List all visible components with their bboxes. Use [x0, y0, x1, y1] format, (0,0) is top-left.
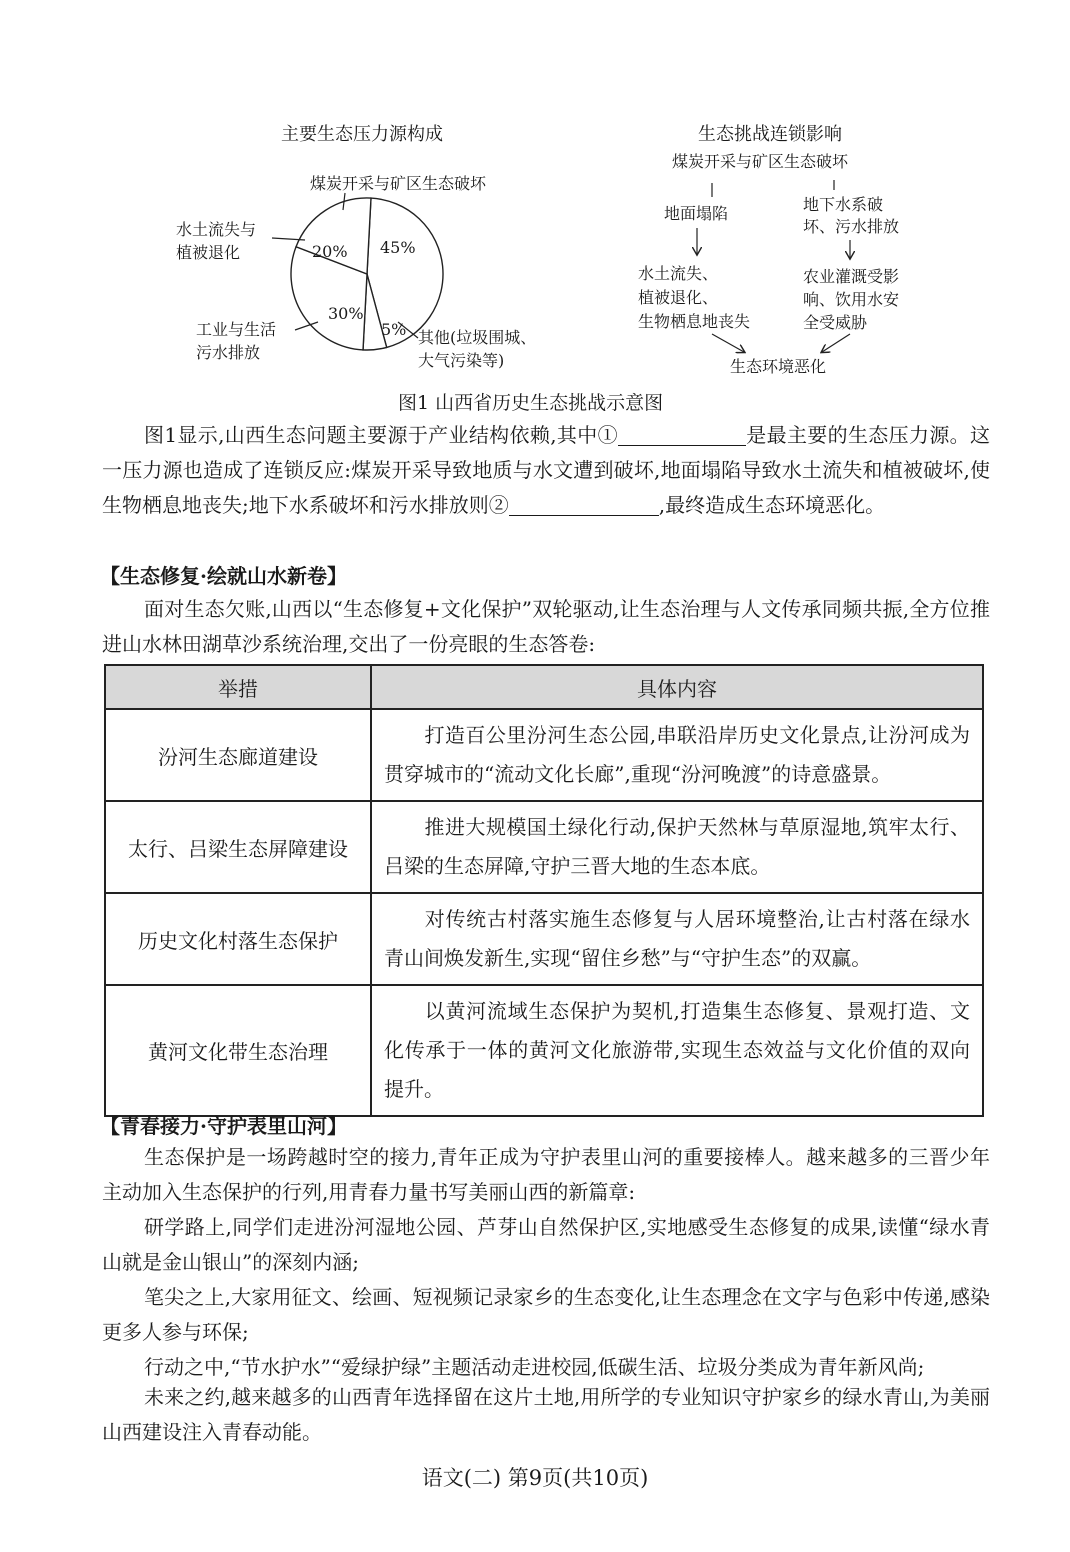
section-intro-restoration: 面对生态欠账,山西以“生态修复+文化保护”双轮驱动,让生态治理与人文传承同频共振,全方位推进山水林田湖草沙系统治理,交出了一份亮眼的生态答卷: [102, 597, 990, 656]
table-header-content: 具体内容 [371, 665, 983, 709]
pie-chart-title: 主要生态压力源构成 [281, 124, 443, 145]
pie-label-soil-1: 水土流失与 [176, 220, 257, 239]
section-heading-youth: 【青春接力·守护表里山河】 [100, 1114, 347, 1138]
youth-paragraph: 行动之中,“节水护水”“爱绿护绿”主题活动走进校园,低碳生活、垃圾分类成为青年新风尚; [144, 1355, 925, 1379]
para1-part-a: 图1显示,山西生态问题主要源于产业结构依赖,其中① [144, 423, 618, 447]
flow-node-groundwater-line1: 地下水系破 [803, 195, 884, 214]
para1-part-c: ,最终造成生态环境恶化。 [658, 493, 886, 517]
table-cell-measure: 太行、吕梁生态屏障建设 [105, 801, 371, 893]
pie-label-industry-2: 污水排放 [196, 343, 261, 362]
table-row [105, 801, 983, 893]
table-cell-measure: 黄河文化带生态治理 [105, 985, 371, 1116]
youth-paragraph: 生态保护是一场跨越时空的接力,青年正成为守护表里山河的重要接棒人。越来越多的三晋少年主动加入生态保护的行列,用青春力量书写美丽山西的新篇章: [102, 1145, 990, 1204]
pie-label-coal: 煤炭开采与矿区生态破坏 [310, 174, 487, 193]
figure-caption: 图1 山西省历史生态挑战示意图 [398, 392, 664, 414]
flow-node-top: 煤炭开采与矿区生态破坏 [672, 152, 849, 171]
pie-label-soil-2: 植被退化 [176, 243, 241, 262]
youth-paragraph: 研学路上,同学们走进汾河湿地公园、芦芽山自然保护区,实地感受生态修复的成果,读懂“绿水青山就是金山银山”的深刻内涵; [102, 1215, 990, 1274]
table-row [105, 985, 983, 1116]
table-cell-measure: 汾河生态廊道建设 [105, 709, 371, 801]
pie-label-industry-1: 工业与生活 [196, 320, 277, 339]
youth-paragraph: 笔尖之上,大家用征文、绘画、短视频记录家乡的生态变化,让生态理念在文字与色彩中传递,感染更多人参与环保; [102, 1285, 990, 1344]
section-heading-restoration: 【生态修复·绘就山水新卷】 [100, 564, 347, 588]
table-cell-content: 对传统古村落实施生态修复与人居环境整治,让古村落在绿水青山间焕发新生,实现“留住乡愁”与“守护生态”的双赢。 [371, 893, 983, 985]
table-row [105, 709, 983, 801]
table-header-measure: 举措 [105, 665, 371, 709]
flow-node-agri-line3: 全受威胁 [803, 313, 868, 332]
answer-blank-2[interactable] [509, 495, 659, 516]
arrow-agri-to-bottom [822, 334, 850, 352]
flow-node-bottom: 生态环境恶化 [730, 357, 827, 376]
table-cell-content: 推进大规模国土绿化行动,保护天然林与草原湿地,筑牢太行、吕梁的生态屏障,守护三晋大地的生态本底。 [371, 801, 983, 893]
flow-node-collapse: 地面塌陷 [664, 204, 729, 223]
flow-arrows [600, 170, 960, 370]
pie-percent-other: 5% [381, 320, 407, 339]
flow-node-groundwater-line2: 坏、污水排放 [803, 217, 900, 236]
table-header-row [105, 665, 983, 709]
pie-label-other-2: 大气污染等) [418, 351, 505, 370]
pie-label-other-1: 其他(垃圾围城、 [418, 328, 537, 347]
arrow-soil-to-bottom [712, 334, 744, 352]
measures-table [104, 664, 984, 1117]
flow-title: 生态挑战连锁影响 [698, 124, 842, 145]
analysis-paragraph [102, 418, 990, 523]
flow-node-soil-line1: 水土流失、 [638, 264, 719, 283]
page-footer: 语文(二) 第9页(共10页) [421, 1466, 649, 1490]
table-cell-measure: 历史文化村落生态保护 [105, 893, 371, 985]
youth-paragraph: 未来之约,越来越多的山西青年选择留在这片土地,用所学的专业知识守护家乡的绿水青山,为美丽山西建设注入青春动能。 [102, 1385, 990, 1444]
table-cell-content: 打造百公里汾河生态公园,串联沿岸历史文化景点,让汾河成为贯穿城市的“流动文化长廊”,重现“汾河晚渡”的诗意盛景。 [371, 709, 983, 801]
flow-node-agri-line1: 农业灌溉受影 [803, 267, 900, 286]
flow-node-soil-line3: 生物栖息地丧失 [638, 312, 751, 331]
table-cell-content: 以黄河流域生态保护为契机,打造集生态修复、景观打造、文化传承于一体的黄河文化旅游带,实现生态效益与文化价值的双向提升。 [371, 985, 983, 1116]
pie-percent-industry: 30% [328, 304, 364, 323]
pie-percent-coal: 45% [380, 238, 416, 257]
flow-node-agri-line2: 响、饮用水安 [803, 290, 900, 309]
table-row [105, 893, 983, 985]
answer-blank-1[interactable] [618, 425, 746, 446]
pie-percent-soil: 20% [312, 242, 348, 261]
flow-node-soil-line2: 植被退化、 [638, 288, 719, 307]
para1-part-b: 是最主要的生态压力源。这一压力源也造成了连锁反应:煤炭开采导致地质与水文遭到破坏,地面塌陷导致水土流失和植被破坏,使生物栖息地丧失;地下水系破坏和污水排放则② [102, 423, 990, 517]
